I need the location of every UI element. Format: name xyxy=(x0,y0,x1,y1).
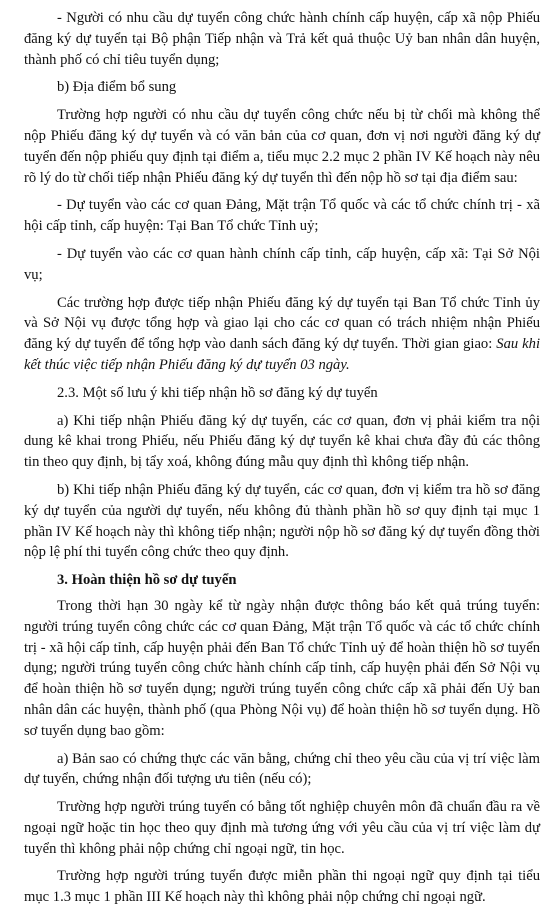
paragraph-receipt-handover xyxy=(24,293,540,376)
paragraph-degree-exemption: Trường hợp người trúng tuyển có bằng tốt nghiệp chuyên môn đã chuẩn đầu ra về ngoại ngữ hoặc tin học theo quy định mà tương ứng với yêu cầu của vị trí việc làm dự tuyển thì không phải nộp chứng chỉ ngoại ngữ, tin học. xyxy=(24,799,540,857)
paragraph-admin-agencies: - Dự tuyển vào các cơ quan hành chính cấp tỉnh, cấp huyện, cấp xã: Tại Sở Nội vụ; xyxy=(24,245,540,283)
paragraph-deadline-30-days: Trong thời hạn 30 ngày kể từ ngày nhận được thông báo kết quả trúng tuyển: người trúng tuyển công chức các cơ quan Đảng, Mặt trận Tổ quốc và các tổ chức chính trị - xã hội cấp tỉnh, cấp huyện phải đến Ban Tổ chức Tỉnh uỷ để hoàn thiện hồ sơ tuyển dụng; người trúng tuyển công chức hành chính cấp tỉnh, cấp huyện phải đến Sở Nội vụ để hoàn thiện hồ sơ tuyển dụng; người trúng tuyển công chức cấp xã phải đến Uỷ ban nhân dân các huyện, thành phố (qua Phòng Nội vụ) để hoàn thiện hồ sơ tuyển dụng. Hồ sơ tuyển dụng bao gồm: xyxy=(24,597,540,739)
heading-additional-location: b) Địa điểm bổ sung xyxy=(57,79,177,96)
paragraph-item-a-copies: a) Bản sao có chứng thực các văn bằng, chứng chỉ theo yêu cầu của vị trí việc làm dự tuyển, chứng nhận đối tượng ưu tiên (nếu có); xyxy=(24,750,540,788)
paragraph-party-agencies: - Dự tuyển vào các cơ quan Đảng, Mặt trận Tổ quốc và các tổ chức chính trị - xã hội cấp tỉnh, cấp huyện: Tại Ban Tổ chức Tỉnh uỷ; xyxy=(24,197,540,235)
receipt-text: Các trường hợp được tiếp nhận Phiếu đăng ký dự tuyển tại Ban Tổ chức Tỉnh ủy và Sở Nội vụ được tổng hợp và giao lại cho các cơ quan có trách nhiệm nhận Phiếu đăng ký dự tuyển để tổng hợp vào danh sách đăng ký dự tuyển. Thời gian giao: xyxy=(24,294,540,353)
paragraph-note-a: a) Khi tiếp nhận Phiếu đăng ký dự tuyển, các cơ quan, đơn vị phải kiểm tra nội dung kê khai trong Phiếu, nếu Phiếu đăng ký dự tuyển kê khai chưa đầy đủ các thông tin theo quy định, bị tẩy xoá, không đúng mẫu quy định thì không tiếp nhận. xyxy=(24,412,540,471)
paragraph-district-submission: - Người có nhu cầu dự tuyển công chức hành chính cấp huyện, cấp xã nộp Phiếu đăng ký dự tuyển tại Bộ phận Tiếp nhận và Trả kết quả thuộc Uỷ ban nhân dân huyện, thành phố có chỉ tiêu tuyển dụng; xyxy=(24,10,540,68)
paragraph-note-b: b) Khi tiếp nhận Phiếu đăng ký dự tuyển, các cơ quan, đơn vị kiểm tra hồ sơ đăng ký dự tuyển của người dự tuyển, nếu không đủ thành phần hồ sơ quy định tại mục 1 phần IV Kế hoạch này thì không tiếp nhận; người nộp hồ sơ đăng ký dự tuyển đồng thời nộp lệ phí thi tuyển công chức theo quy định. xyxy=(24,481,540,561)
paragraph-language-exemption: Trường hợp người trúng tuyển được miễn phần thi ngoại ngữ quy định tại tiểu mục 1.3 mục 1 phần III Kế hoạch này thì không phải nộp chứng chỉ ngoại ngữ. xyxy=(24,868,540,906)
receipt-deadline: Sau khi kết thúc việc tiếp nhận Phiếu đăng ký dự tuyển 03 ngày. xyxy=(24,336,541,373)
paragraph-rejection-case: Trường hợp người có nhu cầu dự tuyển công chức nếu bị từ chối mà không thể nộp Phiếu đăng ký dự tuyển và có văn bản của cơ quan, đơn vị nơi người đăng ký dự tuyển đến nộp phiếu quy định tại điểm a, tiểu mục 2.2 mục 2 phần IV Kế hoạch này nêu rõ lý do từ chối tiếp nhận Phiếu đăng ký dự tuyển thì đến nộp hồ sơ tại địa điểm sau: xyxy=(24,107,540,186)
section-heading-complete-dossier: 3. Hoàn thiện hồ sơ dự tuyển xyxy=(57,572,237,589)
heading-notes: 2.3. Một số lưu ý khi tiếp nhận hồ sơ đăng ký dự tuyển xyxy=(57,384,378,401)
document-page xyxy=(24,8,540,915)
